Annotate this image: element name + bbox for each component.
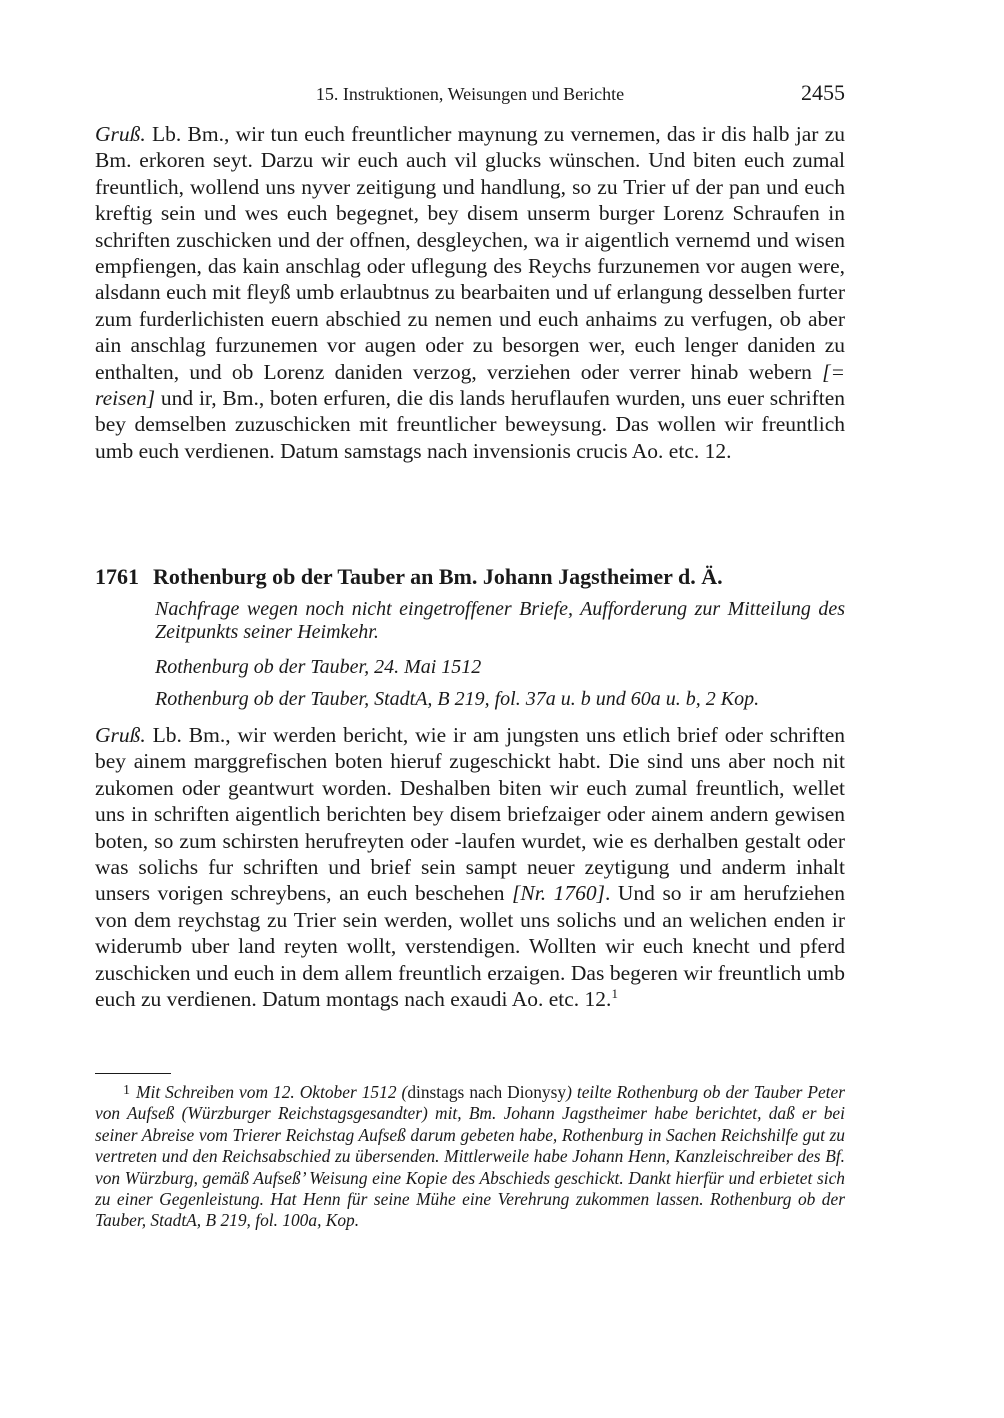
running-title: 15. Instruktionen, Weisungen und Berichte — [315, 84, 625, 104]
footnote-paragraph — [95, 1080, 845, 1232]
cross-reference: [Nr. 1760] — [512, 881, 605, 906]
footnote-text: ) teilte Rothenburg ob der Tauber Peter von Aufseß (Würzburger Reichstagsgesandter) mit, Bm. Johann Jagstheimer habe berichtet, daß er bei seiner Abreise vom Trierer Reichstag Aufseß darum gebeten habe, Rothenburg in Sachen Reichshilfe gut zu vertreten und den Reichsabschied zu übersenden. Mittlerweile habe Johann Henn, Kanzleischreiber des Bf. von Würzburg, gemäß Aufseß’ Weisung eine Kopie des Abschieds geschickt. Dankt hierfür und erbietet sich zu einer Gegenleistung. Hat Henn für seine Mühe eine Verehrung zukommen lassen. Rothenburg ob der Tauber, StadtA, B 219, fol. 100a, Kop. — [95, 1082, 845, 1231]
document-source: Rothenburg ob der Tauber, StadtA, B 219, fol. 37a u. b und 60a u. b, 2 Kop. — [155, 688, 760, 710]
running-head — [95, 80, 845, 110]
salutation: Gruß. — [95, 122, 146, 146]
body-text: Lb. Bm., wir tun euch freuntlicher maynung zu vernemen, das ir dis halb jar zu Bm. erkoren seyt. Darzu wir euch auch vil glucks wünschen. Und biten euch zumal freuntlich, wollend uns nyver zeitigung und handlung, so zu Trier uf der pan und euch kreftig sein und wes euch begegnet, bey disem unserm burger Lorenz Schraufen in schriften zuschicken und der offnen, desgleychen, wa ir aigentlich vernemd und wisen empfiengen, das kain anschlag oder uflegung des Reychs furzunemen vor augen were, alsdann euch mit fleyß umb erlaubtnus zu bearbaiten und uf erlangung desselben furter zum furderlichisten euern abschied zu nemen und euch anhaims zu verfugen, ob aber ain anschlag furzunemen vor augen oder zu besorgen wer, euch lenger daniden zu enthalten, und ob Lorenz daniden verzog, verziehen oder verrer hinab webern — [95, 122, 845, 384]
document-heading — [95, 563, 845, 591]
editorial-gloss: [= reisen] — [95, 359, 845, 411]
letter-paragraph — [95, 121, 845, 464]
letter-1760-body — [95, 121, 845, 464]
footnote-divider — [95, 1073, 171, 1074]
footnote-quoted-date: dinstags nach Dionysy — [407, 1082, 567, 1102]
letter-paragraph — [95, 722, 845, 1012]
document-place-date: Rothenburg ob der Tauber, 24. Mai 1512 — [155, 656, 482, 678]
document-summary: Nachfrage wegen noch nicht eingetroffener Briefe, Aufforderung zur Mitteilung des Zeitpunkts seiner Heimkehr. — [155, 598, 845, 643]
salutation: Gruß. — [95, 723, 146, 747]
footnote-text: Mit Schreiben vom 12. Oktober 1512 ( — [136, 1082, 408, 1102]
letter-1761-body — [95, 722, 845, 1012]
body-text: . Und so ir am herufziehen von dem reychstag zu Trier sein werden, wollet uns solichs und an welichen enden ir widerumb uber land reyten wollt, verstendigen. Wollten wir euch knecht und pferd zuschicken und euch in dem allem freuntlich erzaigen. Das begeren wir freuntlich umb euch zu verdienen. Datum montags nach exaudi Ao. etc. 12. — [95, 881, 845, 1012]
document-number: 1761 — [95, 564, 139, 589]
footnote-marker[interactable]: 1 — [611, 986, 618, 1002]
body-text: Lb. Bm., wir werden bericht, wie ir am jungsten uns etlich brief oder schriften bey ainem marggrefischen boten hieruf zugeschickt habt. Die sind uns aber noch nit zukomen oder geantwurt worden. Deshalben biten wir euch zumal freuntlich, wellet uns in schriften aigentlich berichten bey disem briefzaiger oder ainem andern gewisen boten, so zum schirsten herufreyten oder -laufen wurdet, wie es derhalben gestalt oder was solichs fur schriften und brief sein sampt neuer zeytigung und anderm inhalt unsers vorigen schreybens, an euch beschehen — [95, 723, 845, 906]
footnote-number: 1 — [123, 1083, 130, 1098]
footnote — [95, 1080, 845, 1232]
page-number: 2455 — [801, 80, 845, 105]
document-title: Rothenburg ob der Tauber an Bm. Johann Jagstheimer d. Ä. — [153, 564, 723, 589]
body-text: und ir, Bm., boten erfuren, die dis lands heruflaufen wurden, uns euer schriften bey demselben zuzuschicken mit freuntlicher beweysung. Das wollen wir freuntlich umb euch verdienen. Datum samstags nach invensionis crucis Ao. etc. 12. — [95, 386, 845, 463]
